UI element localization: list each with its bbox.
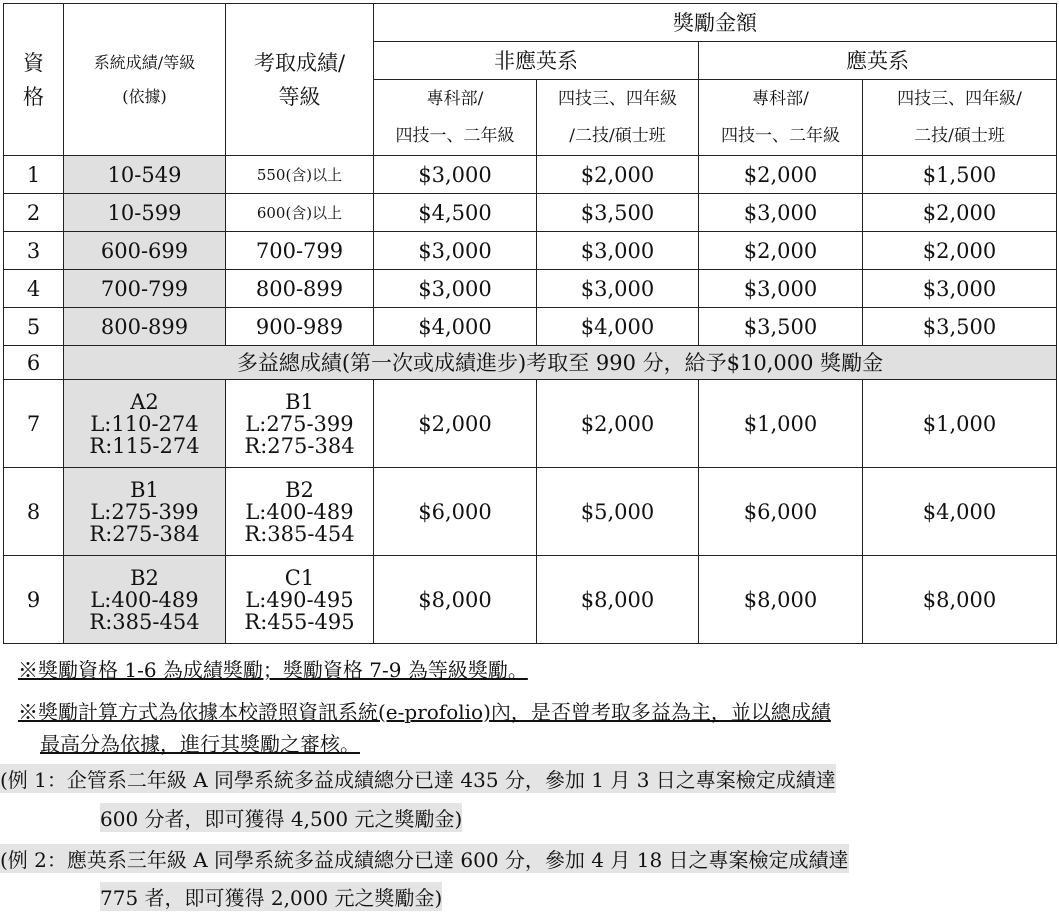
amount: $6,000: [699, 468, 863, 556]
exam-score: 550(含)以上: [226, 156, 374, 194]
reward-amount-header: 獎勵金額: [374, 4, 1057, 42]
amount: $4,000: [537, 308, 699, 346]
table-row: [4, 308, 1057, 346]
amount: $3,000: [537, 232, 699, 270]
qualification-header: 資 格: [4, 4, 64, 156]
table-row: [4, 380, 1057, 468]
amount: $2,000: [863, 194, 1057, 232]
system-score: 10-549: [64, 156, 226, 194]
row-id: 4: [4, 270, 64, 308]
example-1-line2: 600 分者，即可獲得 4,500 元之獎勵金): [100, 803, 462, 832]
table-row: [4, 194, 1057, 232]
amount: $3,000: [374, 232, 537, 270]
system-score: 600-699: [64, 232, 226, 270]
subheader-2-line2: /二技/碩士班: [537, 118, 699, 156]
row-id: 2: [4, 194, 64, 232]
row-id: 1: [4, 156, 64, 194]
exam-level: B1 L:275-399 R:275-384: [226, 380, 374, 468]
amount: $3,500: [699, 308, 863, 346]
system-score: 700-799: [64, 270, 226, 308]
amount: $6,000: [374, 468, 537, 556]
subheader-1-line2: 四技一、二年級: [374, 118, 537, 156]
example-2-line2: 775 者，即可獲得 2,000 元之獎勵金): [100, 882, 442, 911]
table-row: [4, 156, 1057, 194]
english-header: 應英系: [699, 42, 1057, 80]
row-id: 8: [4, 468, 64, 556]
example-1-line1: (例 1：企管系二年級 A 同學系統多益成績總分已達 435 分，參加 1 月 3 日之專案檢定成績達: [0, 764, 836, 793]
exam-level: B2 L:400-489 R:385-454: [226, 468, 374, 556]
reward-table: [3, 3, 1057, 644]
row-id: 9: [4, 556, 64, 644]
system-score: 10-599: [64, 194, 226, 232]
amount: $2,000: [863, 232, 1057, 270]
row-id: 3: [4, 232, 64, 270]
amount: $4,000: [863, 468, 1057, 556]
subheader-4-line2: 二技/碩士班: [863, 118, 1057, 156]
table-row: [4, 232, 1057, 270]
amount: $5,000: [537, 468, 699, 556]
amount: $1,000: [863, 380, 1057, 468]
amount: $3,000: [699, 194, 863, 232]
amount: $1,500: [863, 156, 1057, 194]
exam-score: 900-989: [226, 308, 374, 346]
amount: $3,000: [863, 270, 1057, 308]
amount: $3,500: [863, 308, 1057, 346]
amount: $2,000: [699, 156, 863, 194]
exam-score: 600(含)以上: [226, 194, 374, 232]
amount: $4,500: [374, 194, 537, 232]
note-2-line2: 最高分為依據，進行其獎勵之審核。: [40, 732, 360, 756]
amount: $3,500: [537, 194, 699, 232]
amount: $8,000: [374, 556, 537, 644]
amount: $2,000: [537, 156, 699, 194]
amount: $3,000: [374, 156, 537, 194]
amount: $3,000: [699, 270, 863, 308]
exam-score: 700-799: [226, 232, 374, 270]
note-1: ※獎勵資格 1-6 為成績獎勵；獎勵資格 7-9 為等級獎勵。: [18, 658, 528, 682]
note-2-line1: ※獎勵計算方式為依據本校證照資訊系統(e-profolio)內，是否曾考取多益為主，並以總成績: [18, 700, 831, 724]
system-level: B1 L:275-399 R:275-384: [64, 468, 226, 556]
subheader-2-line1: 四技三、四年級: [537, 80, 699, 118]
row-id: 5: [4, 308, 64, 346]
system-level: A2 L:110-274 R:115-274: [64, 380, 226, 468]
subheader-3-line2: 四技一、二年級: [699, 118, 863, 156]
amount: $2,000: [699, 232, 863, 270]
amount: $2,000: [374, 380, 537, 468]
amount: $8,000: [699, 556, 863, 644]
exam-level: C1 L:490-495 R:455-495: [226, 556, 374, 644]
subheader-4-line1: 四技三、四年級/: [863, 80, 1057, 118]
amount: $2,000: [537, 380, 699, 468]
table-row: [4, 270, 1057, 308]
subheader-1-line1: 專科部/: [374, 80, 537, 118]
example-2-line1: (例 2：應英系三年級 A 同學系統多益成績總分已達 600 分，參加 4 月 18 日之專案檢定成績達: [0, 844, 849, 873]
table-row: [4, 468, 1057, 556]
row-id: 7: [4, 380, 64, 468]
table-row: [4, 346, 1057, 380]
system-score: 800-899: [64, 308, 226, 346]
amount: $8,000: [863, 556, 1057, 644]
non-english-header: 非應英系: [374, 42, 699, 80]
amount: $3,000: [537, 270, 699, 308]
amount: $1,000: [699, 380, 863, 468]
system-level: B2 L:400-489 R:385-454: [64, 556, 226, 644]
exam-score: 800-899: [226, 270, 374, 308]
amount: $8,000: [537, 556, 699, 644]
system-score-header: 系統成績/等級 (依據): [64, 4, 226, 156]
exam-score-header: 考取成績/ 等級: [226, 4, 374, 156]
amount: $3,000: [374, 270, 537, 308]
amount: $4,000: [374, 308, 537, 346]
subheader-3-line1: 專科部/: [699, 80, 863, 118]
merged-reward-note: 多益總成績(第一次或成績進步)考取至 990 分，給予$10,000 獎勵金: [64, 346, 1057, 380]
table-row: [4, 556, 1057, 644]
row-id: 6: [4, 346, 64, 380]
